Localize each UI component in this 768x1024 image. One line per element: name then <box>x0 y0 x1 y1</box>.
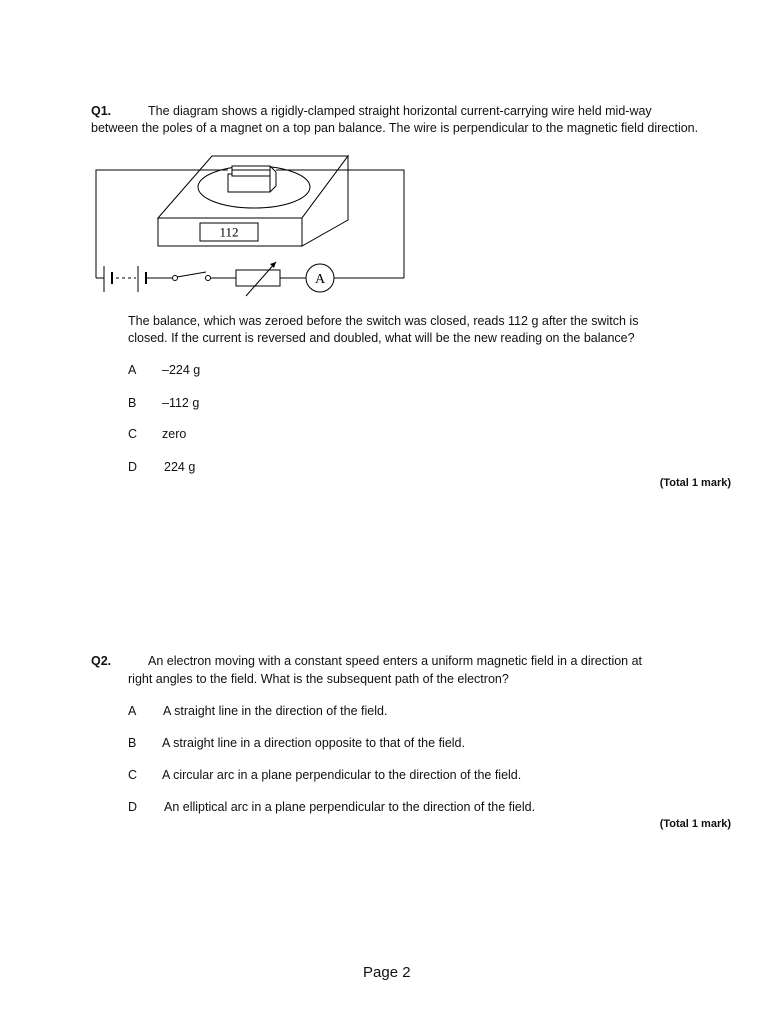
q1-option-d-letter: D <box>128 460 138 474</box>
page-number: Page 2 <box>363 964 411 981</box>
q1-total-mark: (Total 1 mark) <box>659 477 731 489</box>
display-reading: 112 <box>219 224 239 240</box>
q1-option-c-letter: C <box>128 427 138 441</box>
switch-lever <box>177 272 206 277</box>
switch-contact-1 <box>173 276 178 281</box>
q2-stem-line-2: right angles to the field. What is the subsequent path of the electron? <box>128 672 509 686</box>
q1-body-line-1: The balance, which was zeroed before the switch was closed, reads 112 g after the switch is <box>128 314 639 328</box>
switch-contact-2 <box>206 276 211 281</box>
balance-circuit-diagram <box>90 150 410 300</box>
q1-stem-line-2: between the poles of a magnet on a top pan balance. The wire is perpendicular to the magnetic field direction. <box>91 121 699 135</box>
q1-stem-line-1: The diagram shows a rigidly-clamped straight horizontal current-carrying wire held mid-way <box>148 104 652 118</box>
q2-option-c-text: A circular arc in a plane perpendicular to the direction of the field. <box>162 768 522 782</box>
q1-option-d-text: 224 g <box>164 460 196 474</box>
q2-option-a-text: A straight line in the direction of the field. <box>163 704 388 718</box>
q2-option-c-letter: C <box>128 768 138 782</box>
q2-total-mark: (Total 1 mark) <box>659 818 731 830</box>
ammeter-label: A <box>314 272 326 287</box>
q2-option-b-letter: B <box>128 736 137 750</box>
q2-option-b-text: A straight line in a direction opposite to that of the field. <box>162 736 465 750</box>
q1-option-c-text: zero <box>162 427 187 441</box>
variable-resistor <box>236 270 280 286</box>
q2-option-d-text: An elliptical arc in a plane perpendicular to the direction of the field. <box>164 800 536 814</box>
q1-option-b-letter: B <box>128 396 137 410</box>
q1-option-a-text: –224 g <box>162 363 201 377</box>
q2-option-d-letter: D <box>128 800 138 814</box>
q2-option-a-letter: A <box>128 704 137 718</box>
q1-body-line-2: closed. If the current is reversed and doubled, what will be the new reading on the balance? <box>128 331 635 345</box>
q2-number: Q2. <box>91 654 112 668</box>
q1-number: Q1. <box>91 104 112 118</box>
q1-option-b-text: –112 g <box>162 396 200 410</box>
q1-option-a-letter: A <box>128 363 137 377</box>
q2-stem-line-1: An electron moving with a constant speed enters a uniform magnetic field in a direction at <box>148 654 643 668</box>
magnet-body <box>228 174 270 192</box>
